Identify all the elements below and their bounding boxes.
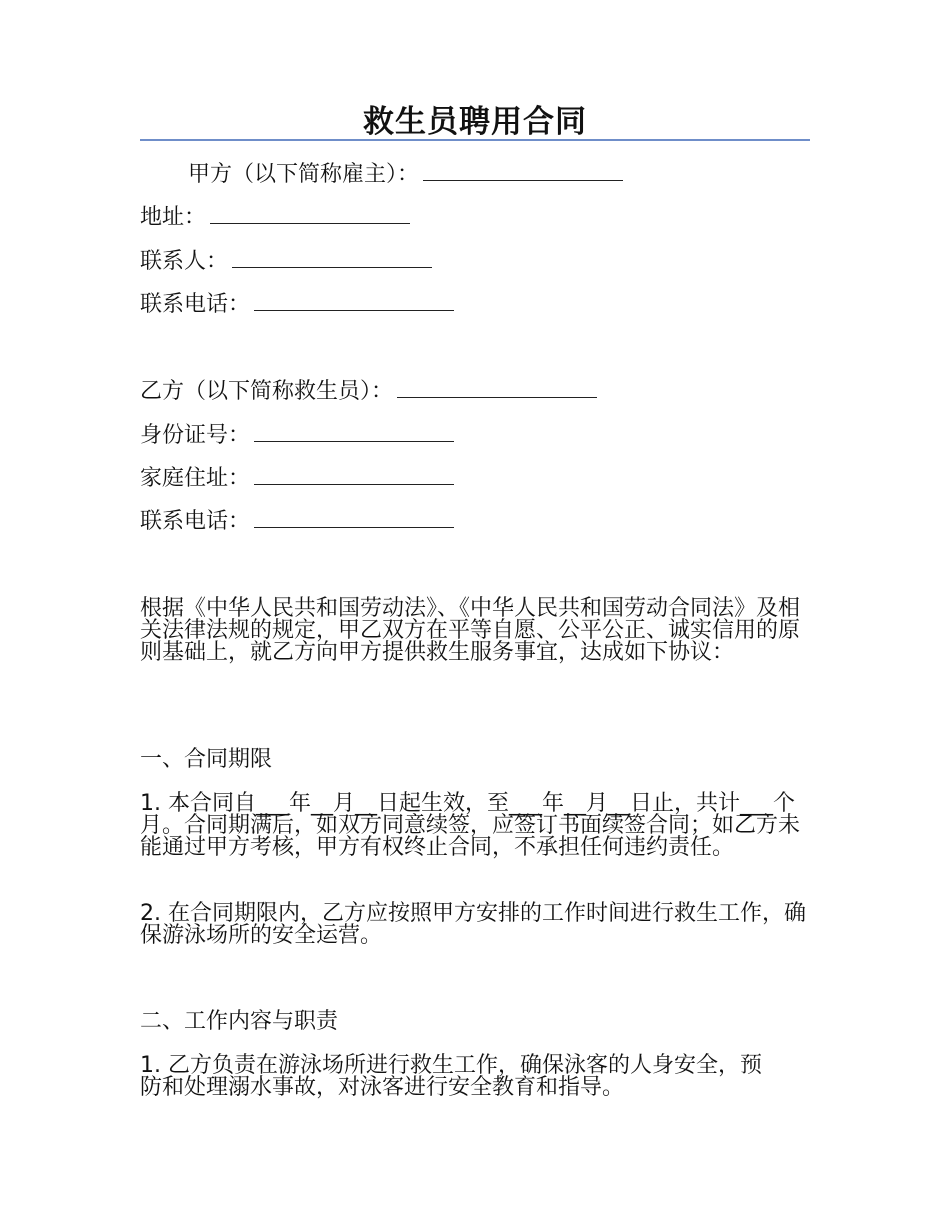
title-underline: [140, 139, 810, 141]
party-a-address-line: [140, 203, 410, 232]
clause-term-2: 2. 在合同期限内，乙方应按照甲方安排的工作时间进行救生工作，确保游泳场所的安全运营。: [140, 901, 806, 948]
preamble-paragraph: 根据《中华人民共和国劳动法》、《中华人民共和国劳动合同法》及相关法律法规的规定，甲乙双方在平等自愿、公平公正、诚实信用的原则基础上，就乙方向甲方提供救生服务事宜，达成如下协议：: [140, 596, 801, 665]
party-b-id-blank: [254, 421, 454, 442]
party-a-contact-label: 联系人：: [140, 249, 229, 274]
party-a-label: 甲方（以下简称雇主）：: [188, 162, 420, 187]
party-b-phone-line: [140, 507, 454, 536]
document-title: 救生员聘用合同: [363, 104, 587, 140]
party-a-contact-blank: [232, 247, 432, 268]
party-a-name-blank: [423, 160, 623, 181]
section-heading-term: 一、合同期限: [140, 747, 273, 772]
party-b-label: 乙方（以下简称救生员）：: [140, 379, 394, 404]
party-a-address-label: 地址：: [140, 205, 207, 230]
party-b-line: [140, 377, 597, 406]
party-b-home-address-line: [140, 464, 454, 493]
party-a-phone-line: [140, 290, 454, 319]
party-b-id-line: [140, 421, 454, 450]
party-a-line: [188, 160, 623, 189]
party-b-name-blank: [397, 377, 597, 398]
party-b-home-address-blank: [254, 464, 454, 485]
party-b-home-address-label: 家庭住址：: [140, 466, 251, 491]
party-b-phone-blank: [254, 507, 454, 528]
party-a-contact-line: [140, 247, 432, 276]
party-b-phone-label: 联系电话：: [140, 509, 251, 534]
clause-term-1: 1. 本合同自___年__月__日起生效，至___年__月__日止，共计___个月。合同期满后，如双方同意续签，应签订书面续签合同；如乙方未能通过甲方考核，甲方有权终止合同，不承担任何违约责任。: [140, 791, 801, 860]
section-heading-duties: 二、工作内容与职责: [140, 1009, 339, 1034]
clause-duties-1: 1. 乙方负责在游泳场所进行救生工作，确保泳客的人身安全，预防和处理溺水事故，对泳客进行安全教育和指导。: [140, 1053, 762, 1100]
party-a-phone-blank: [254, 290, 454, 311]
party-a-phone-label: 联系电话：: [140, 292, 251, 317]
party-a-address-blank: [210, 203, 410, 224]
party-b-id-label: 身份证号：: [140, 423, 251, 448]
